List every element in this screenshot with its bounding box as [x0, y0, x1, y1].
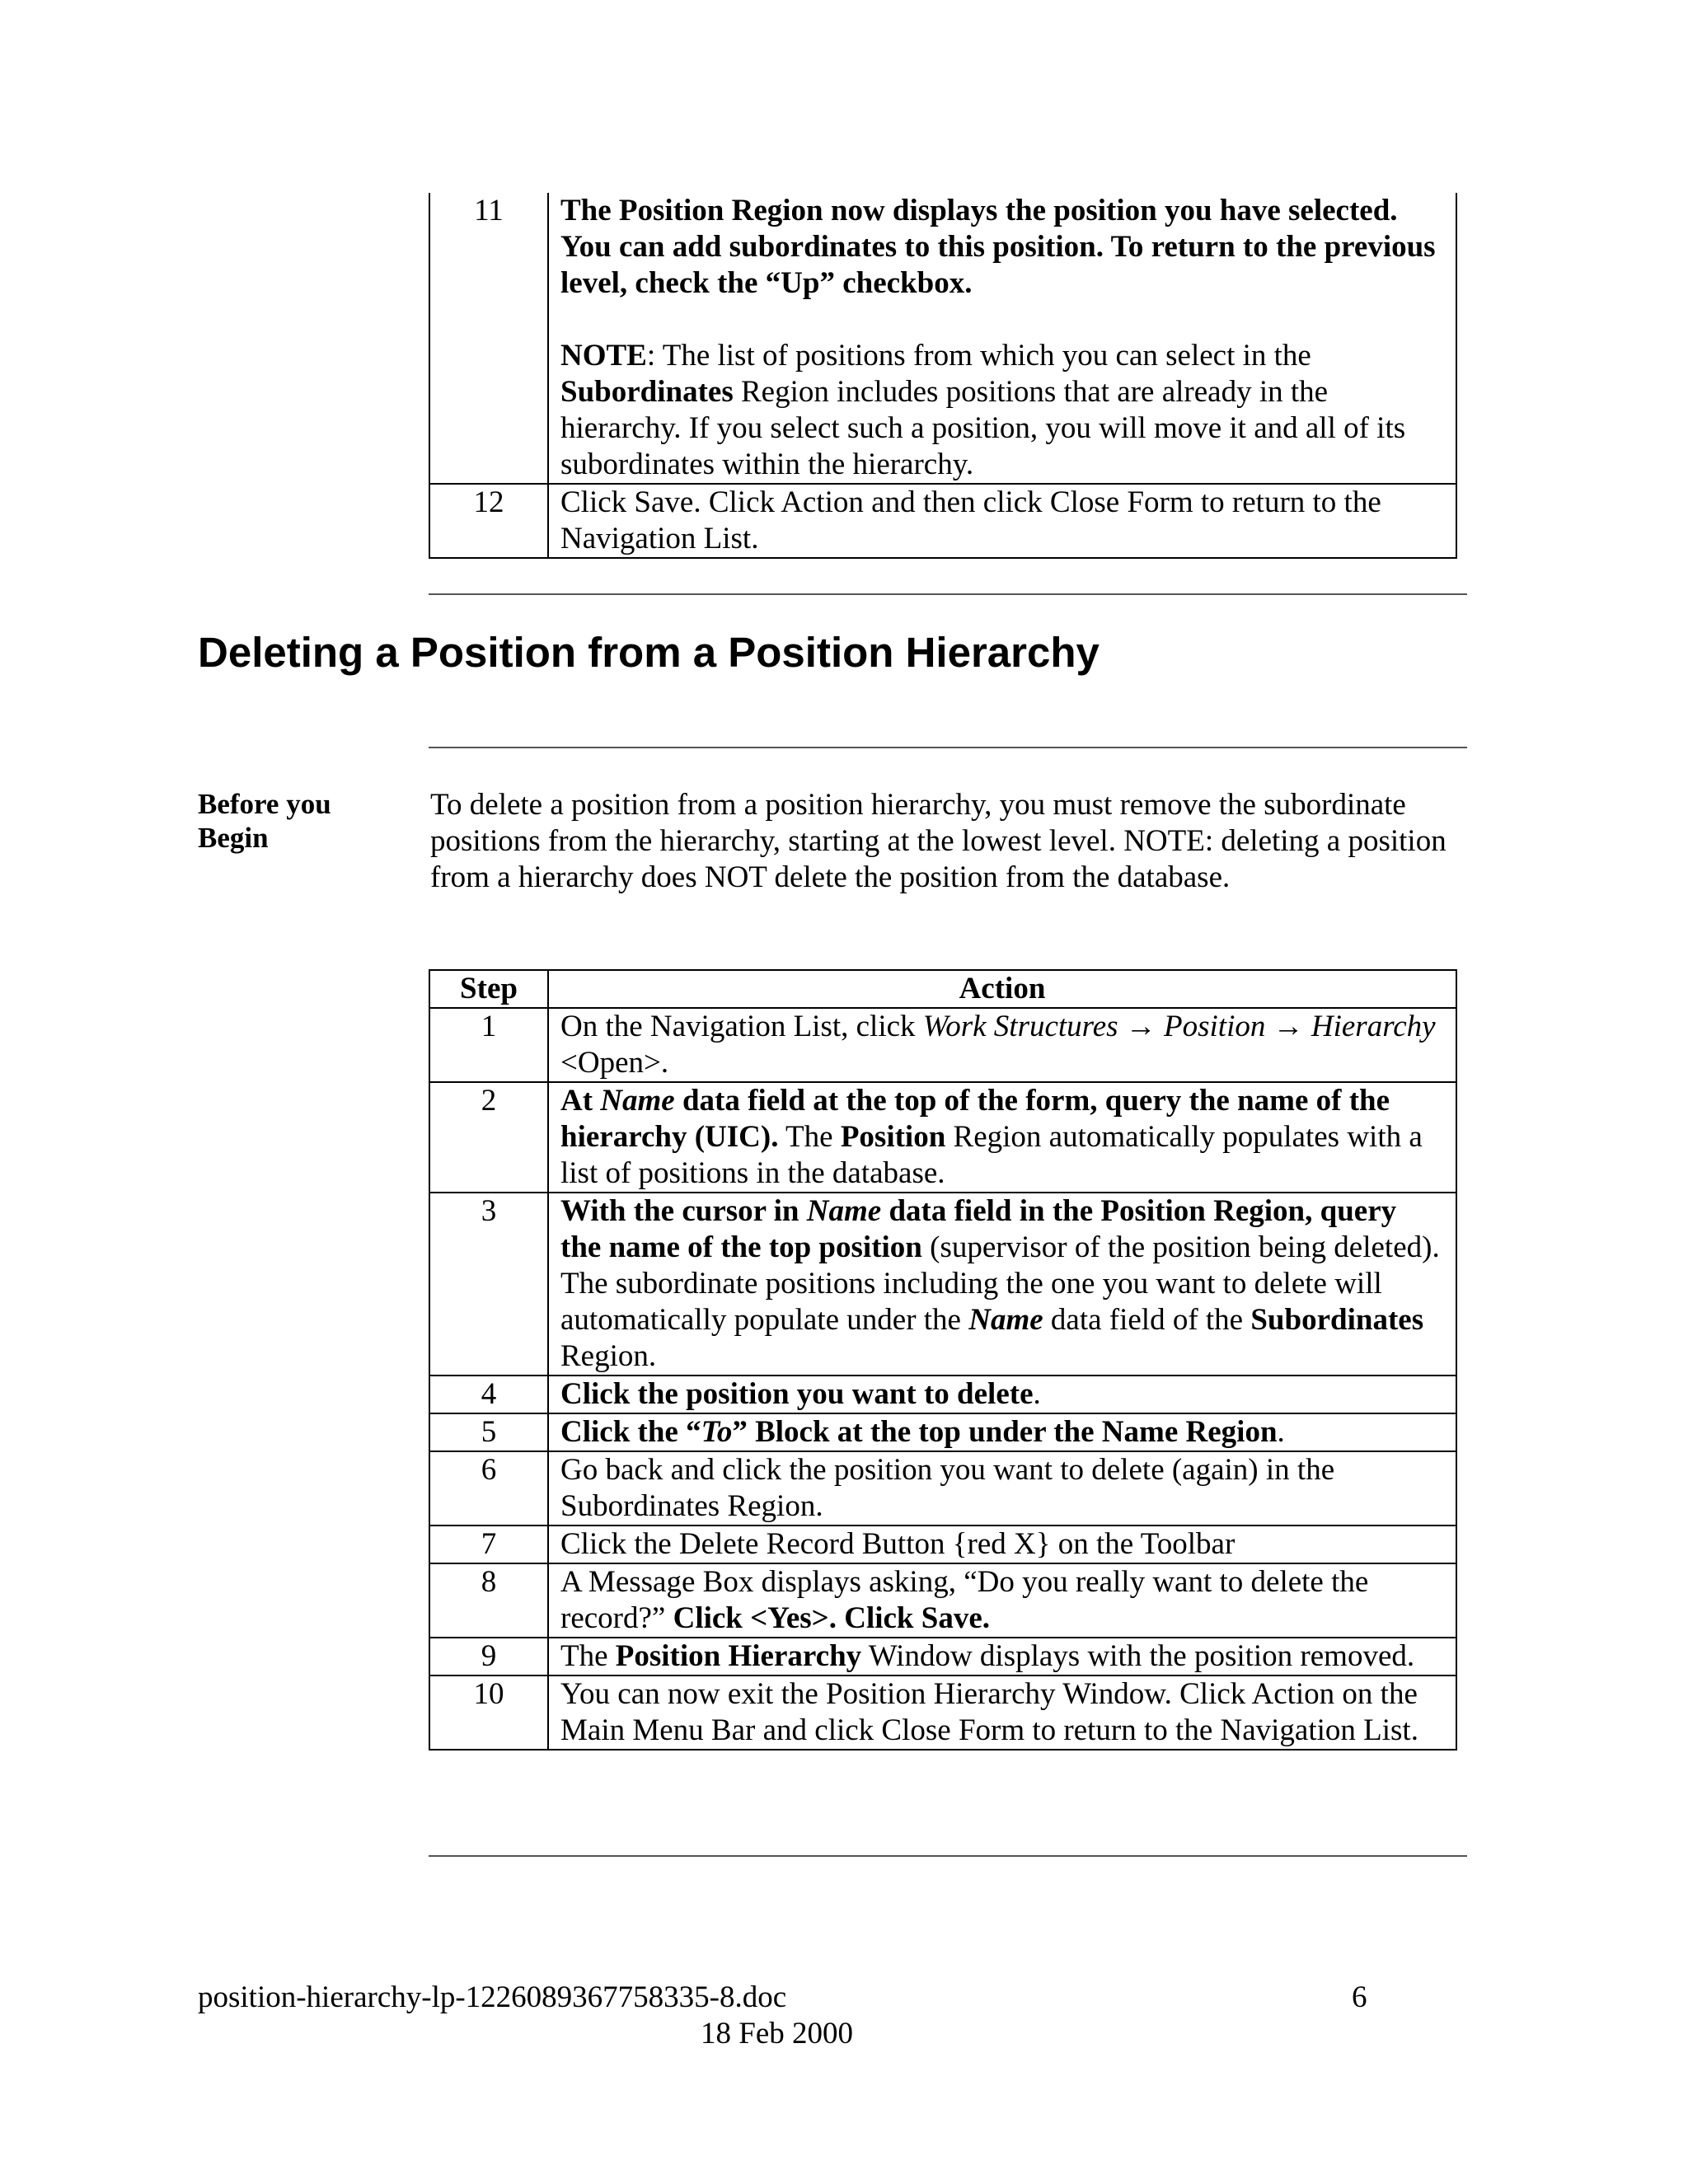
step-number: 10 [429, 1675, 548, 1750]
step-number: 4 [429, 1376, 548, 1413]
text: data field of the [1043, 1303, 1251, 1337]
text-italic: Hierarchy [1311, 1010, 1436, 1043]
step-11-note [560, 338, 1444, 483]
step-action [548, 1082, 1456, 1193]
text: data field at the top of the form, query the name of the hierarchy (UIC). [560, 1084, 1390, 1154]
text: data field in the Position Region, query the name of the top position [560, 1194, 1397, 1264]
intro-paragraph: To delete a position from a position hierarchy, you must remove the subordinate positions from the hierarchy, starting at the lowest level. NOTE: deleting a position from a hierarchy does NOT delete the position from the database. [430, 788, 1447, 894]
text: On the Navigation List, click [560, 1010, 923, 1043]
step-action [548, 1376, 1456, 1413]
note-subordinates: Subordinates [560, 375, 734, 409]
step-number: 2 [429, 1082, 548, 1193]
text: The [778, 1120, 841, 1154]
text: (supervisor of the position being deleted). The subordinate positions including the one you want to delete will automatically populate under the [560, 1230, 1440, 1337]
divider [429, 593, 1467, 595]
step-action [548, 1638, 1456, 1675]
continued-steps-table [429, 193, 1457, 559]
step-action: Go back and click the position you want to delete (again) in the Subordinates Region. [548, 1451, 1456, 1526]
text-italic: Work Structures [922, 1010, 1118, 1043]
column-header-action: Action [548, 970, 1456, 1008]
divider [429, 747, 1467, 748]
footer-filename: position-hierarchy-lp-1226089367758335-8.doc [198, 1980, 787, 2014]
step-number: 3 [429, 1193, 548, 1376]
step-action [548, 1193, 1456, 1376]
text: Subordinates [1250, 1303, 1424, 1337]
step-action [548, 1413, 1456, 1451]
step-action: Click Save. Click Action and then click Close Form to return to the Navigation List. [548, 484, 1456, 558]
step-number: 9 [429, 1638, 548, 1675]
step-action [548, 193, 1456, 484]
sidebar-label: Before you Begin [198, 788, 331, 854]
footer-date: 18 Feb 2000 [701, 2017, 853, 2050]
text: Region automatically populates with a list of positions in the database. [560, 1120, 1423, 1190]
step-action [548, 1563, 1456, 1638]
arrow: → [1265, 1010, 1311, 1043]
table-row [429, 484, 1456, 558]
text: <Open>. [560, 1046, 669, 1080]
note-label: NOTE [560, 339, 647, 373]
text: Position [840, 1120, 946, 1154]
step-action: You can now exit the Position Hierarchy Window. Click Action on the Main Menu Bar and click Close Form to return to the Navigation List. [548, 1675, 1456, 1750]
table-row [429, 1376, 1456, 1413]
table-row [429, 193, 1456, 484]
step-action: Click the Delete Record Button {red X} on the Toolbar [548, 1526, 1456, 1563]
text: Window displays with the position removed. [861, 1639, 1415, 1673]
text: Click the “ [560, 1415, 701, 1449]
step-action [548, 1008, 1456, 1082]
table-row [429, 1563, 1456, 1638]
step-number: 1 [429, 1008, 548, 1082]
table-row [429, 1413, 1456, 1451]
page-number: 6 [1352, 1980, 1367, 2014]
text: At [560, 1084, 601, 1118]
text-italic: Position [1164, 1010, 1266, 1043]
text: With the cursor in [560, 1194, 807, 1228]
text: The [560, 1639, 616, 1673]
step-number: 6 [429, 1451, 548, 1526]
table-row [429, 1451, 1456, 1526]
text: . [1277, 1415, 1285, 1449]
note-text-rest: Region includes positions that are already in the hierarchy. If you select such a position, you will move it and all of its subordinates within the hierarchy. [560, 375, 1406, 481]
delete-steps-table [429, 969, 1457, 1750]
step-number: 11 [429, 193, 548, 484]
text: Position Hierarchy [615, 1639, 862, 1673]
table-row [429, 1082, 1456, 1193]
text: . [1033, 1377, 1041, 1411]
text-italic: Name [968, 1303, 1043, 1337]
divider [429, 1855, 1467, 1857]
step-11-text: The Position Region now displays the position you have selected. You can add subordinates to this position. To return to the previous level, check the “Up” checkbox. [560, 194, 1436, 300]
text: A Message Box displays asking, “Do you really want to delete the record?” [560, 1565, 1369, 1635]
step-number: 12 [429, 484, 548, 558]
text: Region. [560, 1339, 657, 1373]
table-row [429, 1526, 1456, 1563]
step-number: 5 [429, 1413, 548, 1451]
text: Click <Yes>. Click Save. [673, 1601, 991, 1635]
table-row [429, 1193, 1456, 1376]
text-italic: Name [600, 1084, 675, 1118]
table-row [429, 1008, 1456, 1082]
text: Click the position you want to delete [560, 1377, 1034, 1411]
section-title: Deleting a Position from a Position Hierarchy [198, 629, 1100, 676]
text-italic: To [701, 1415, 733, 1449]
step-number: 7 [429, 1526, 548, 1563]
column-header-step: Step [429, 970, 548, 1008]
table-row [429, 1675, 1456, 1750]
note-text: : The list of positions from which you can select in the [646, 339, 1311, 373]
table-header-row [429, 970, 1456, 1008]
text: ” Block at the top under the Name Region [732, 1415, 1278, 1449]
text-italic: Name [806, 1194, 882, 1228]
step-number: 8 [429, 1563, 548, 1638]
table-row [429, 1638, 1456, 1675]
arrow: → [1118, 1010, 1165, 1043]
